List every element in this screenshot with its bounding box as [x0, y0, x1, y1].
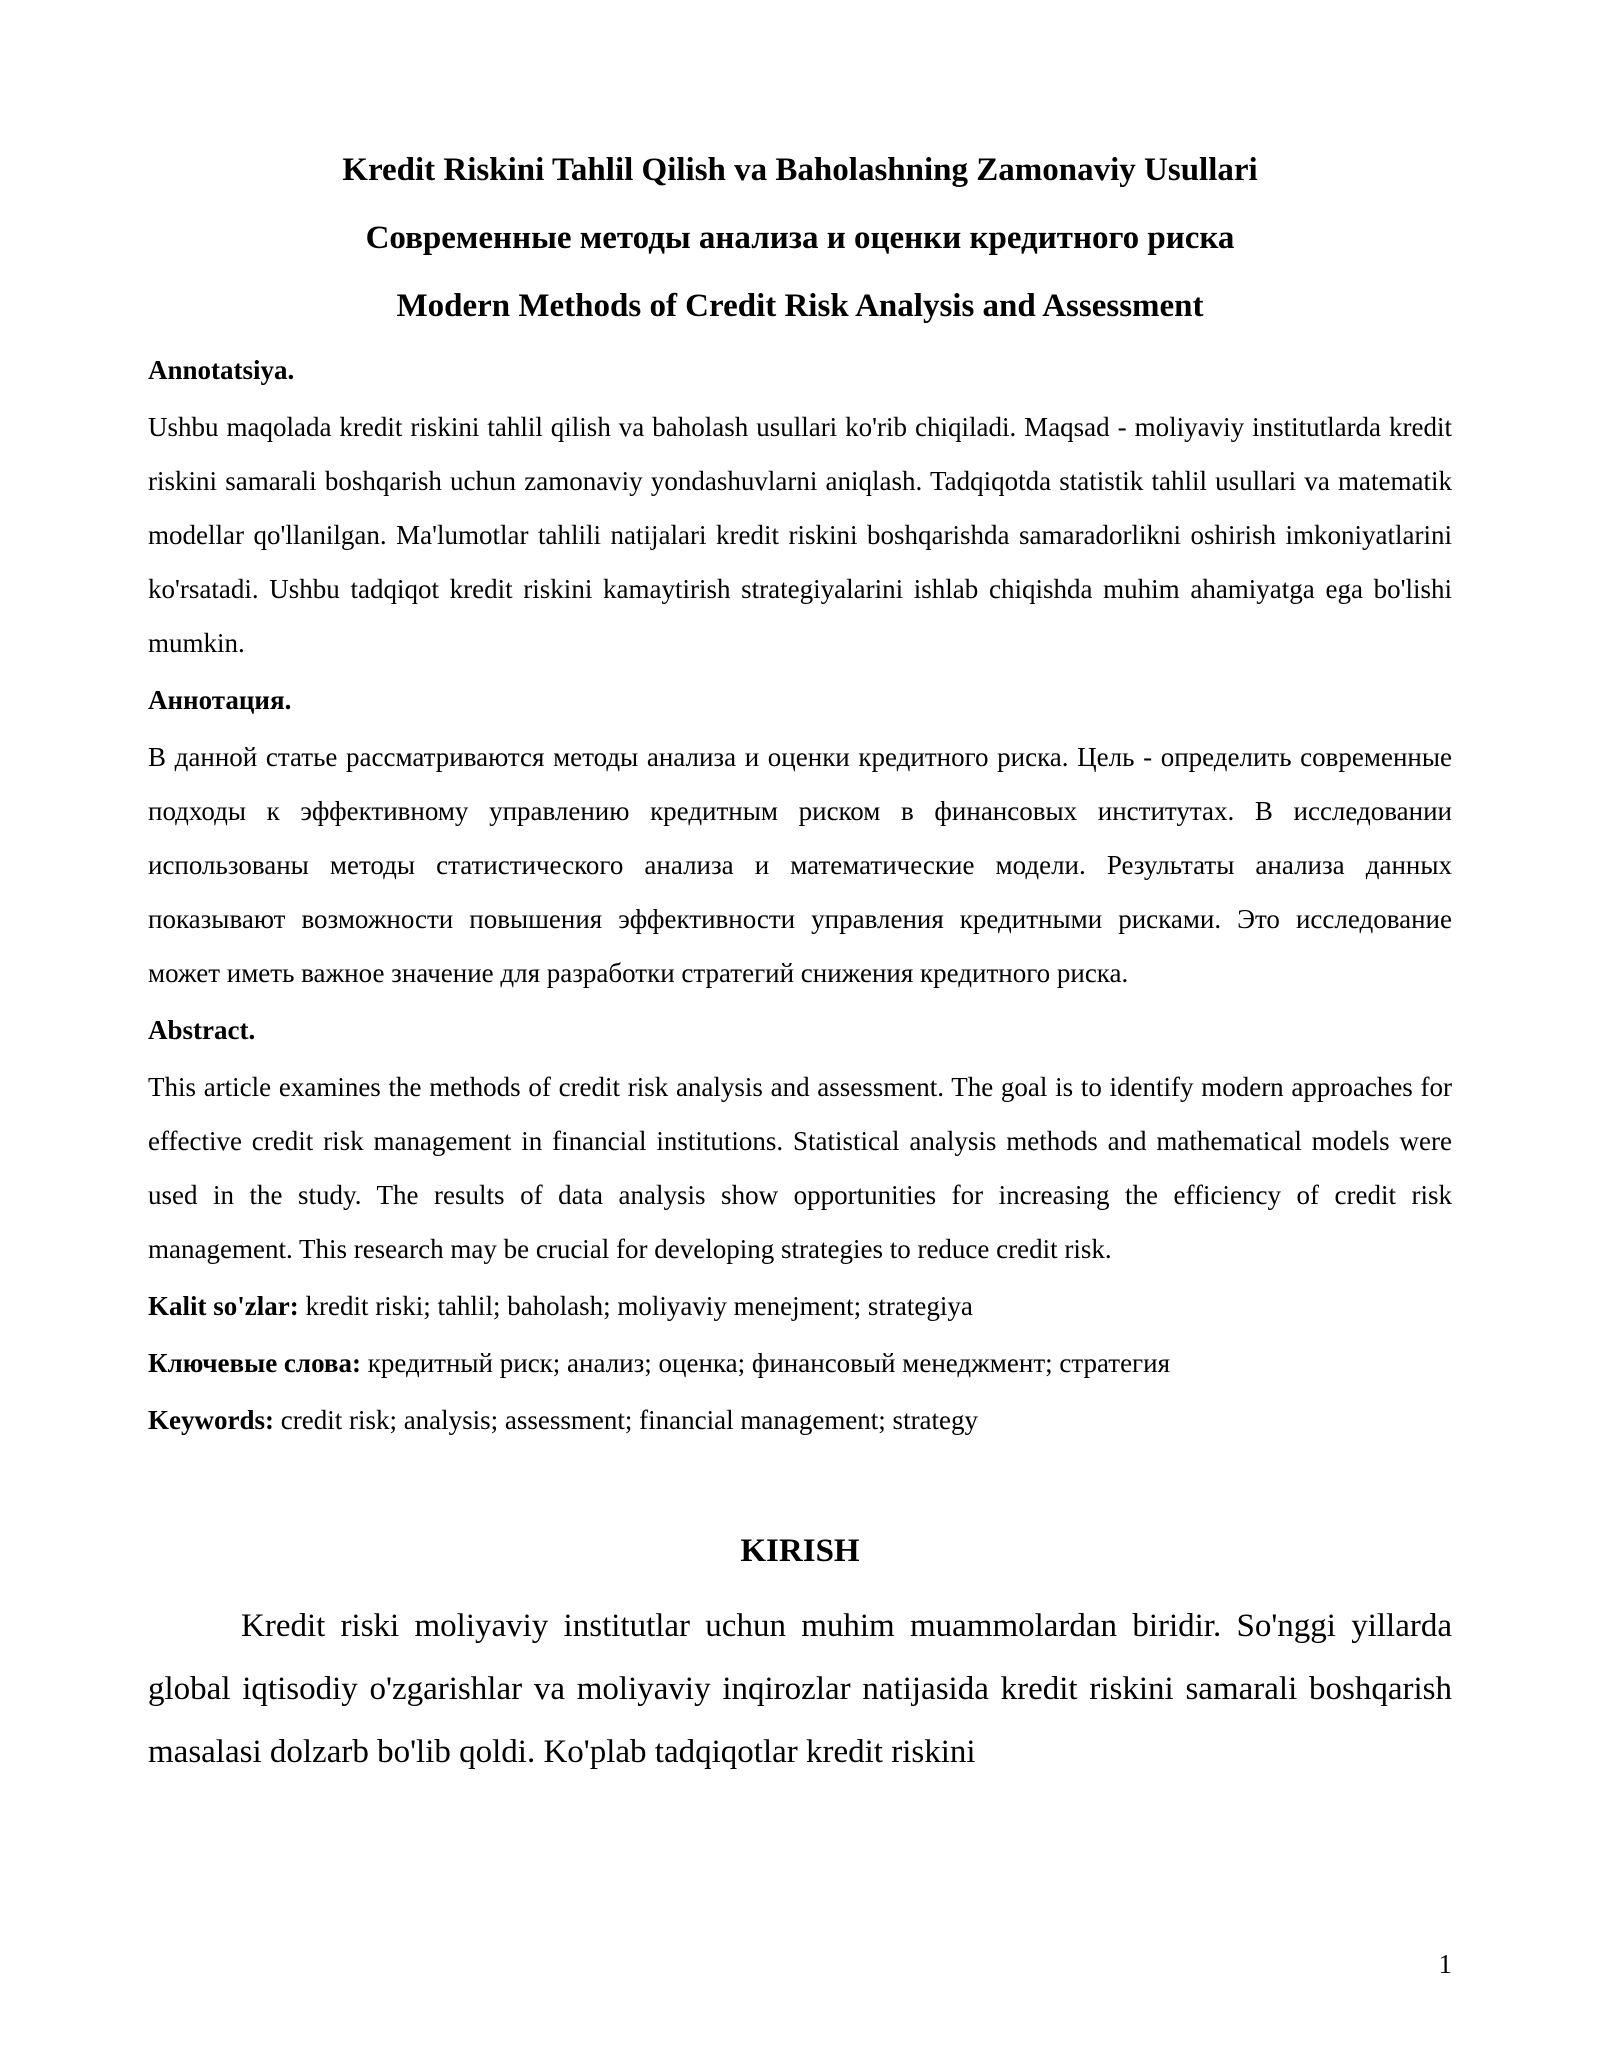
keywords-uzbek: [148, 1288, 1452, 1324]
page-number: 1: [1438, 1949, 1452, 1979]
abstract-text-russian: В данной статье рассматриваются методы анализа и оценки кредитного риска. Цель - определить современные подходы к эффективному управлению кредитным риском в финансовых институтах. В исследовании использованы методы статистического анализа и математические модели. Результаты анализа данных показывают возможности повышения эффективности управления кредитными рисками. Это исследование может иметь важное значение для разработки стратегий снижения кредитного риска.: [148, 742, 1452, 988]
abstract-label-russian: Аннотация.: [148, 685, 292, 715]
section-heading-introduction: KIRISH: [740, 1533, 860, 1569]
paper-page: [148, 148, 1452, 1784]
keywords-label-english: Keywords:: [148, 1405, 274, 1435]
abstract-text-english: This article examines the methods of credit risk analysis and assessment. The goal is to identify modern approaches for effective credit risk management in financial institutions. Statistical analysis methods and mathematical models were used in the study. The results of data analysis show opportunities for increasing the efficiency of credit risk management. This research may be crucial for developing strategies to reduce credit risk.: [148, 1072, 1452, 1264]
keywords-english: [148, 1402, 1452, 1438]
keywords-russian: [148, 1345, 1452, 1381]
introduction-paragraph: Kredit riski moliyaviy institutlar uchun muhim muammolardan biridir. So'nggi yillarda global iqtisodiy o'zgarishlar va moliyaviy inqirozlar natijasida kredit riskini samarali boshqarish masalasi dolzarb bo'lib qoldi. Ko'plab tadqiqotlar kredit riskini: [148, 1608, 1452, 1770]
keywords-list-english: credit risk; analysis; assessment; financial management; strategy: [273, 1405, 979, 1435]
title-russian: Современные методы анализа и оценки кредитного риска: [365, 220, 1235, 256]
abstract-label-english: Abstract.: [148, 1015, 256, 1045]
title-english: Modern Methods of Credit Risk Analysis and Assessment: [396, 288, 1204, 324]
abstract-label-uzbek: Annotatsiya.: [148, 355, 295, 385]
keywords-list-russian: кредитный риск; анализ; оценка; финансовый менеджмент; стратегия: [360, 1348, 1170, 1378]
abstract-text-uzbek: Ushbu maqolada kredit riskini tahlil qilish va baholash usullari ko'rib chiqiladi. Maqsad - moliyaviy institutlarda kredit riskini samarali boshqarish uchun zamonaviy yondashuvlarni aniqlash. Tadqiqotda statistik tahlil usullari va matematik modellar qo'llanilgan. Ma'lumotlar tahlili natijalari kredit riskini boshqarishda samaradorlikni oshirish imkoniyatlarini ko'rsatadi. Ushbu tadqiqot kredit riskini kamaytirish strategiyalarini ishlab chiqishda muhim ahamiyatga ega bo'lishi mumkin.: [148, 412, 1452, 658]
keywords-list-uzbek: kredit riski; tahlil; baholash; moliyaviy menejment; strategiya: [298, 1291, 973, 1321]
keywords-label-russian: Ключевые слова:: [148, 1348, 361, 1378]
title-uzbek: Kredit Riskini Tahlil Qilish va Baholashning Zamonaviy Usullari: [342, 152, 1258, 188]
keywords-label-uzbek: Kalit so'zlar:: [148, 1291, 299, 1321]
